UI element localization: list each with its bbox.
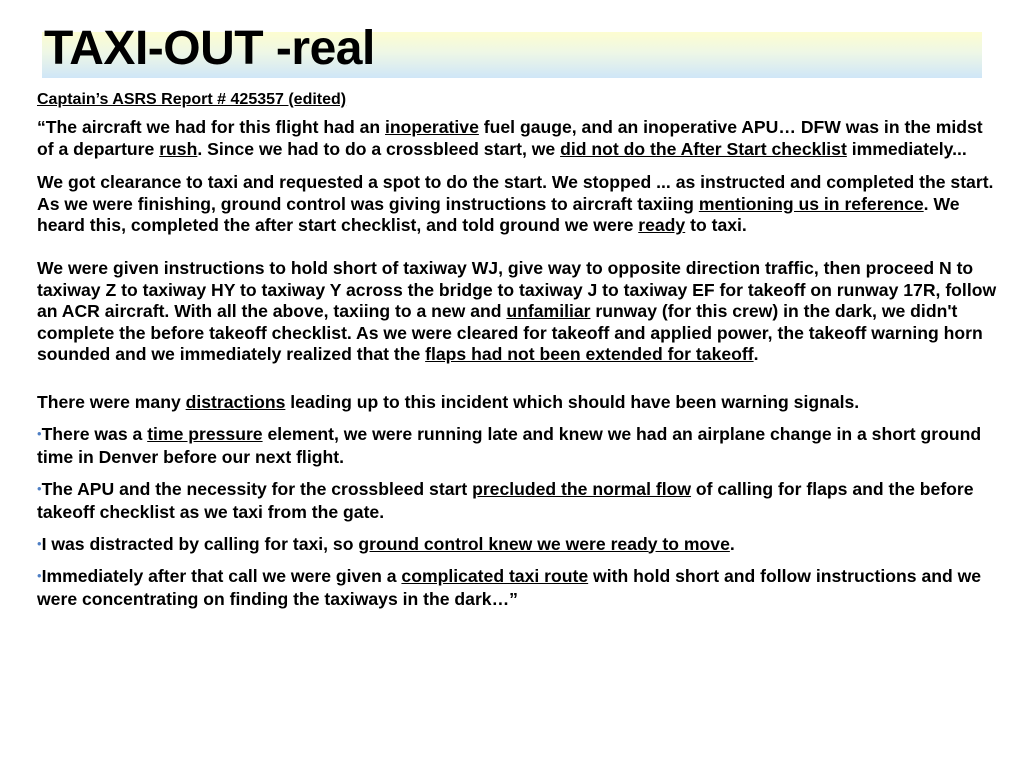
slide-title: TAXI-OUT -real xyxy=(44,22,375,75)
taxi-text-1: We were given instructions to hold short of taxiway WJ, give way to opposite direction traffic, then proceed N to taxiway Z to taxiway HY to taxiway Y across the bridge to taxiway J to taxiway EF for takeoff on runway 17R, follow an ACR aircraft. With all the above, taxiing to a new and xyxy=(37,257,997,322)
distractions-text-1: There were many xyxy=(37,391,186,412)
bullet-text-2: with hold short and follow instructions and we were concentrating on finding the taxiways in the dark…” xyxy=(37,565,982,609)
quote-underline-rush: rush xyxy=(159,138,198,159)
bullet-underline: time pressure xyxy=(147,423,263,444)
taxi-underline-unfamiliar: unfamiliar xyxy=(506,301,591,322)
quote-underline-after-start: did not do the After Start checklist xyxy=(560,138,847,159)
bullet-icon: • xyxy=(37,480,42,496)
bullet-underline: complicated taxi route xyxy=(401,565,589,586)
bullet-text-1: There was a xyxy=(41,423,148,444)
distractions-text-2: leading up to this incident which should have been warning signals. xyxy=(285,391,860,412)
distractions-underline: distractions xyxy=(185,391,286,412)
list-item xyxy=(37,422,997,469)
quote-paragraph xyxy=(37,117,997,160)
bullet-text-2: of calling for flaps and the before takeoff checklist as we taxi from the gate. xyxy=(37,478,974,522)
list-item xyxy=(37,532,997,556)
bullet-icon: • xyxy=(37,535,42,551)
quote-underline-inoperative: inoperative xyxy=(385,117,479,137)
quote-text-2: fuel gauge, and an inoperative APU… DFW was in the midst of a departure xyxy=(37,117,983,159)
bullet-icon: • xyxy=(37,567,42,583)
taxi-paragraph xyxy=(37,258,997,366)
distractions-paragraph xyxy=(37,392,997,414)
clearance-underline-reference: mentioning us in reference xyxy=(698,193,924,214)
bullet-text-1: The APU and the necessity for the crossbleed start xyxy=(41,478,473,499)
clearance-underline-ready: ready xyxy=(638,215,686,236)
quote-text-1: “The aircraft we had for this flight had an xyxy=(37,117,386,137)
bullet-underline: precluded the normal flow xyxy=(472,478,692,499)
clearance-text-3: to taxi. xyxy=(685,215,747,236)
quote-text-4: immediately... xyxy=(846,138,967,159)
list-item xyxy=(37,477,997,524)
bullet-underline: ground control knew we were ready to move xyxy=(358,533,730,554)
clearance-text-1: We got clearance to taxi and requested a spot to do the start. We stopped ... as instructed and completed the start. As we were finishing, ground control was giving instructions to aircraft taxiing xyxy=(37,172,994,214)
clearance-text-2: . We heard this, completed the after start checklist, and told ground we were xyxy=(37,193,960,236)
list-item xyxy=(37,564,997,611)
bullet-icon: • xyxy=(37,425,42,441)
bullet-text-1: I was distracted by calling for taxi, so xyxy=(41,533,359,554)
slide-body xyxy=(37,90,997,619)
clearance-paragraph xyxy=(37,172,997,237)
bullet-text-2: element, we were running late and knew we had an airplane change in a short ground time in Denver before our next flight. xyxy=(37,423,982,467)
distractions-list xyxy=(37,422,997,611)
taxi-underline-flaps: flaps had not been extended for takeoff xyxy=(425,344,754,365)
quote-text-3: . Since we had to do a crossbleed start, we xyxy=(197,138,561,159)
report-heading: Captain’s ASRS Report # 425357 (edited) xyxy=(37,91,347,108)
bullet-text-1: Immediately after that call we were given a xyxy=(41,565,402,586)
taxi-text-2: runway (for this crew) in the dark, we didn't complete the before takeoff checklist. As we were cleared for takeoff and applied power, the takeoff warning horn sounded and we immediately realized that the xyxy=(37,301,983,365)
taxi-text-3: . xyxy=(753,344,759,365)
bullet-text-2: . xyxy=(729,533,735,554)
